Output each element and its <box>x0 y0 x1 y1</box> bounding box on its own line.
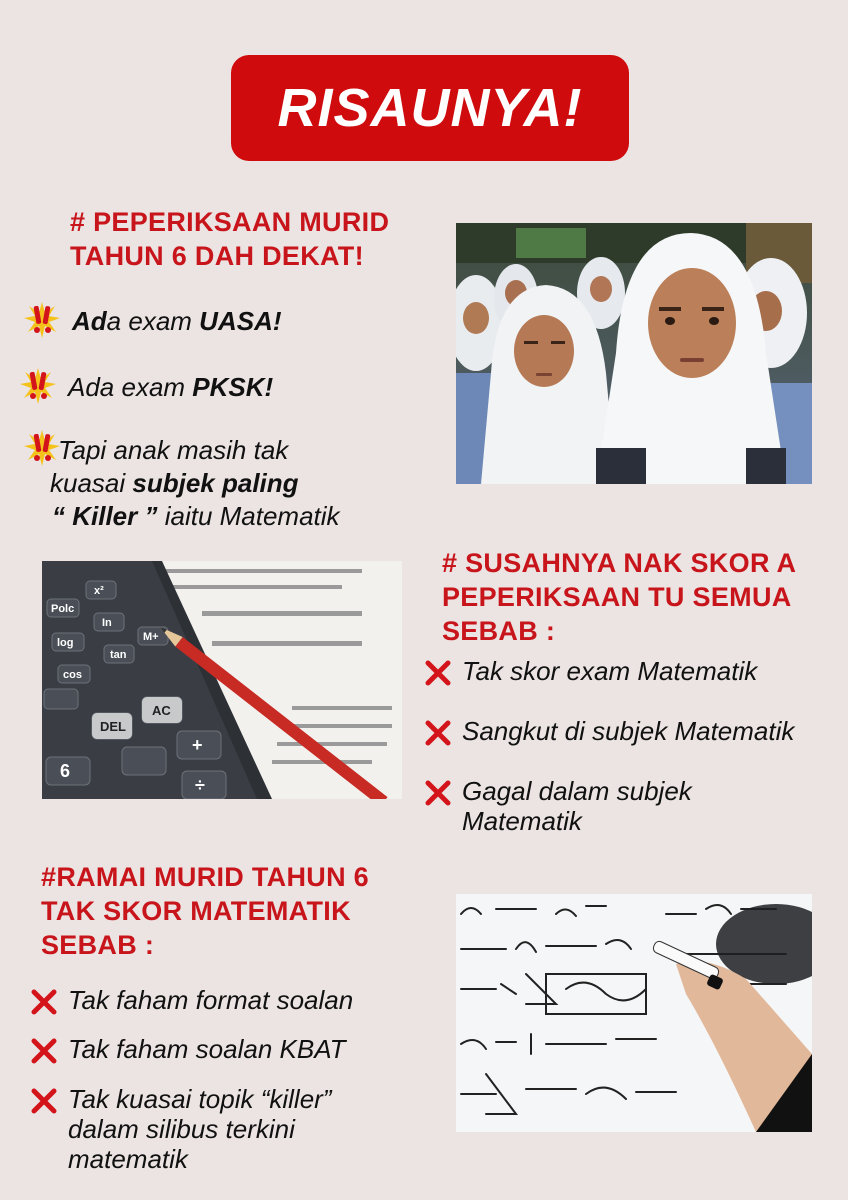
section1-heading-line: TAHUN 6 DAH DEKAT! <box>70 241 364 271</box>
section2-heading-line: # SUSAHNYA NAK SKOR A <box>442 548 797 578</box>
red-cross-icon <box>424 719 452 747</box>
calculator-key-label: tan <box>110 649 127 661</box>
section1-heading-line: # PEPERIKSAAN MURID <box>70 207 390 237</box>
item-bold-text: PKSK! <box>192 372 274 402</box>
section3-heading-line: TAK SKOR MATEMATIK <box>41 896 351 926</box>
list-item <box>30 1084 331 1174</box>
list-item <box>30 1034 345 1065</box>
item-text: Ada exam <box>68 372 193 402</box>
section2-heading-line: SEBAB : <box>442 616 556 646</box>
calculator-key-label: M+ <box>143 631 159 643</box>
section3-heading-line: #RAMAI MURID TAHUN 6 <box>41 862 369 892</box>
item-bold-text: UASA! <box>199 306 282 336</box>
section1-heading <box>70 205 389 273</box>
calculator-key-label: + <box>192 735 203 755</box>
red-cross-icon <box>424 659 452 687</box>
calculator-key-label: DEL <box>100 719 126 734</box>
calculator-key-label: x² <box>94 585 104 597</box>
section2-heading-line: PEPERIKSAAN TU SEMUA <box>442 582 792 612</box>
calculator-photo <box>42 561 402 799</box>
item-text: Gagal dalam subjek <box>462 776 692 806</box>
calculator-key-label: In <box>102 617 112 629</box>
title-banner <box>231 55 629 161</box>
list-item <box>22 306 282 340</box>
item-text: Matematik <box>462 806 582 836</box>
list-item <box>18 372 273 406</box>
section2-heading <box>442 546 796 648</box>
item-text: Tak skor exam Matematik <box>462 656 758 686</box>
calculator-key-label: Polc <box>51 603 75 615</box>
list-item <box>424 716 794 747</box>
red-cross-icon <box>30 988 58 1016</box>
item-text: Sangkut di subjek Matematik <box>462 716 795 746</box>
list-item <box>424 656 757 687</box>
calculator-key-label: 6 <box>60 761 71 781</box>
item-text: dalam silibus terkini <box>68 1114 295 1144</box>
list-item <box>424 776 692 836</box>
item-text: kuasai <box>50 468 133 498</box>
item-text: Tak kuasai topik “killer” <box>68 1084 332 1114</box>
item-text: a exam <box>106 306 200 336</box>
double-exclamation-icon <box>22 300 62 340</box>
item-bold-text: Ad <box>72 306 107 336</box>
item-bold-text: subjek paling <box>132 468 299 498</box>
double-exclamation-icon <box>18 366 58 406</box>
whiteboard-photo <box>456 894 812 1132</box>
list-item <box>30 985 353 1016</box>
double-exclamation-icon <box>22 428 62 468</box>
item-text: Tak faham soalan KBAT <box>68 1034 346 1064</box>
item-text: Tak faham format soalan <box>68 985 354 1015</box>
section3-heading-line: SEBAB : <box>41 930 155 960</box>
red-cross-icon <box>30 1037 58 1065</box>
item-text: iaitu Matematik <box>157 501 340 531</box>
calculator-key-label: ÷ <box>195 775 205 795</box>
list-item <box>22 434 340 533</box>
page-title: RISAUNYA! <box>277 78 583 138</box>
calculator-key-label: cos <box>63 669 82 681</box>
item-bold-text: “ Killer ” <box>52 501 158 531</box>
students-photo <box>456 223 812 484</box>
item-text: Tapi anak masih tak <box>58 435 289 465</box>
red-cross-icon <box>424 779 452 807</box>
item-text: matematik <box>68 1144 188 1174</box>
calculator-key-label: log <box>57 637 74 649</box>
section3-heading <box>41 860 369 962</box>
red-cross-icon <box>30 1087 58 1115</box>
calculator-key-label: AC <box>152 703 171 718</box>
